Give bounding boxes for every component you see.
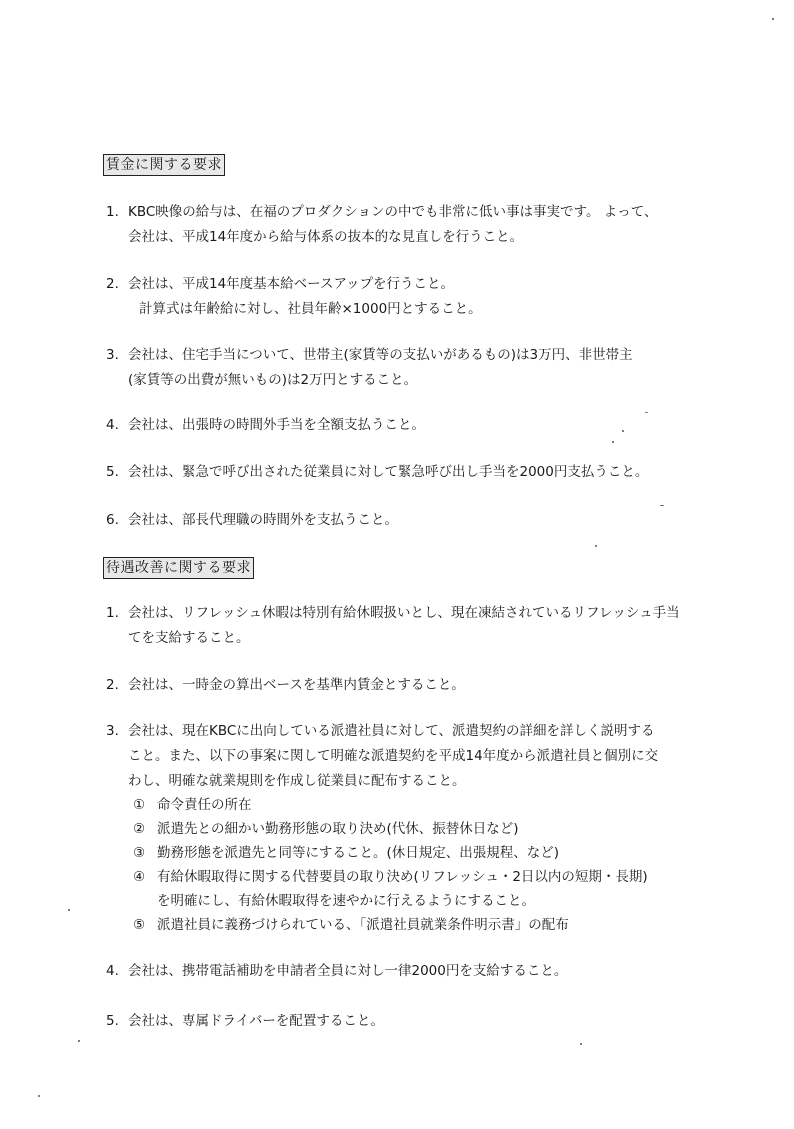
sub-item-text: 命令責任の所在 — [157, 797, 252, 813]
item-number: 3. — [106, 723, 119, 739]
sub-item-text: 有給休暇取得に関する代替要員の取り決め(リフレッシュ・2日以内の短期・長期) — [157, 869, 648, 885]
item-number: 1. — [106, 204, 119, 220]
item-text: (家賃等の出費が無いもの)は2万円とすること。 — [128, 372, 418, 388]
item-text: 会社は、平成14年度から給与体系の抜本的な見直しを行うこと。 — [128, 229, 524, 245]
sub-item — [133, 841, 713, 865]
item-number: 6. — [106, 512, 119, 528]
item-number: 2. — [106, 276, 119, 292]
list-item — [106, 1009, 706, 1034]
item-text: 会社は、携帯電話補助を申請者全員に対し一律2000円を支給すること。 — [128, 963, 568, 979]
item-text: 会社は、平成14年度基本給ベースアップを行うこと。 — [128, 276, 455, 292]
scan-speck — [38, 1095, 40, 1097]
item-text: 会社は、リフレッシュ休暇は特別有給休暇扱いとし、現在凍結されているリフレッシュ手当 — [128, 605, 680, 621]
item-text: こと。また、以下の事案に関して明確な派遣契約を平成14年度から派遣社員と個別に交 — [128, 748, 659, 764]
list-item — [106, 272, 706, 322]
item-text: 会社は、緊急で呼び出された従業員に対して緊急呼び出し手当を2000円支払うこと。 — [128, 464, 649, 480]
list-item — [106, 673, 706, 698]
section-heading-benefits: 待遇改善に関する要求 — [103, 557, 254, 579]
section-heading-wages: 賃金に関する要求 — [103, 154, 225, 176]
item-number: 4. — [106, 963, 119, 979]
item-text: 会社は、現在KBCに出向している派遣社員に対して、派遣契約の詳細を詳しく説明する — [128, 723, 655, 739]
list-item — [106, 343, 706, 393]
scan-speck — [68, 909, 70, 911]
scan-speck — [645, 412, 648, 413]
item-number: 4. — [106, 417, 119, 433]
item-text: 会社は、出張時の時間外手当を全額支払うこと。 — [128, 417, 425, 433]
sub-item — [133, 793, 713, 817]
item-text: てを支給すること。 — [128, 630, 250, 646]
sub-item — [133, 817, 713, 841]
item-text: 会社は、一時金の算出ベースを基準内賃金とすること。 — [128, 677, 465, 693]
sub-item-text: 派遣社員に義務づけられている、「派遣社員就業条件明示書」の配布 — [157, 917, 569, 933]
item-number: 1. — [106, 605, 119, 621]
sub-item-mark: ③ — [133, 845, 146, 861]
sub-item-mark: ⑤ — [133, 917, 146, 933]
sub-item-mark: ② — [133, 821, 146, 837]
scan-speck — [660, 505, 664, 506]
sub-item — [133, 913, 713, 937]
list-item — [106, 460, 706, 485]
item-text: KBC映像の給与は、在福のプロダクションの中でも非常に低い事は事実です。 よって、 — [128, 204, 658, 220]
item-number: 5. — [106, 1013, 119, 1029]
scan-speck — [772, 18, 774, 20]
item-text: 会社は、住宅手当について、世帯主(家賃等の支払いがあるもの)は3万円、非世帯主 — [128, 347, 633, 363]
item-number: 2. — [106, 677, 119, 693]
item-text: 計算式は年齢給に対し、社員年齢×1000円とすること。 — [139, 301, 482, 317]
list-item — [106, 200, 706, 250]
list-item — [106, 601, 706, 651]
sub-item-text: 勤務形態を派遣先と同等にすること。(休日規定、出張規程、など) — [157, 845, 560, 861]
scan-speck — [612, 441, 614, 443]
sub-item-mark: ④ — [133, 869, 146, 885]
list-item — [106, 413, 706, 438]
item-text: 会社は、部長代理職の時間外を支払うこと。 — [128, 512, 398, 528]
item-text: わし、明確な就業規則を作成し従業員に配布すること。 — [128, 773, 466, 789]
list-item — [106, 508, 706, 533]
scan-speck — [78, 1040, 80, 1042]
scan-speck — [595, 545, 597, 547]
sub-item-text: 派遣先との細かい勤務形態の取り決め(代休、振替休日など) — [157, 821, 519, 837]
item-number: 3. — [106, 347, 119, 363]
scan-speck — [622, 430, 624, 432]
sub-item — [133, 865, 713, 889]
list-item — [106, 959, 706, 984]
sub-item-mark: ① — [133, 797, 146, 813]
item-number: 5. — [106, 464, 119, 480]
scan-speck — [580, 1043, 582, 1045]
list-item — [106, 719, 706, 794]
item-text: 会社は、専属ドライバーを配置すること。 — [128, 1013, 384, 1029]
sub-list — [133, 793, 713, 937]
sub-item-text: を明確にし、有給休暇取得を速やかに行えるようにすること。 — [157, 893, 535, 909]
